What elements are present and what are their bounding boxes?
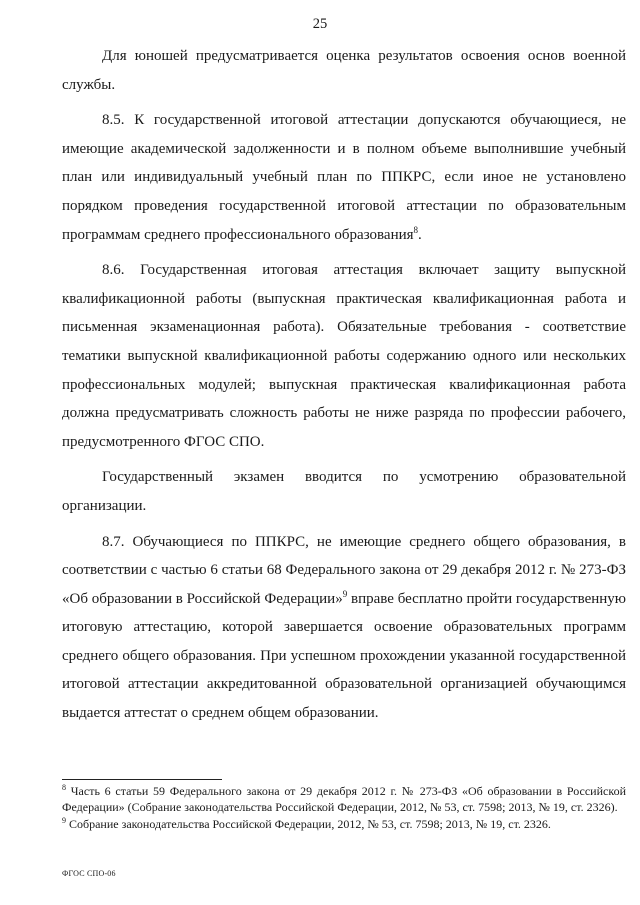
page-number: 25 xyxy=(312,16,328,32)
paragraph-8-6: 8.6. Государственная итоговая аттестация включает защиту выпускной квалификационной работы (выпускная практическая квалификационная работа и письменная экзаменационная работа). Обязательные требования - соответствие тематики выпускной квалификационной работы содержанию одного или нескольких профессиональных модулей; выпускная практическая квалификационная работа должна предусматривать сложность работы не ниже разряда по профессии рабочего, предусмотренного ФГОС СПО. xyxy=(62,262,626,450)
footnote-separator xyxy=(62,779,222,780)
footnotes xyxy=(62,783,626,832)
footnote-8: $^8$ Часть 6 статьи 59 Федерального закона от 29 декабря 2012 г. № 273-ФЗ «Об образовании в Российской Федерации» (Собрание законодательства Российской Федерации, 2012, № 53, ст. 7598; 2013, № 19, ст. 2326). xyxy=(62,783,626,815)
paragraph-military-service: Для юношей предусматривается оценка результатов освоения основ военной службы. xyxy=(62,48,626,93)
body-text xyxy=(62,42,626,728)
paragraph-8-7: 8.7. Обучающиеся по ППКРС, не имеющие среднего общего образования, в соответствии с частью 6 статьи 68 Федерального закона от 29 декабря 2012 г. № 273-ФЗ «Об образовании в Российской Федерации»$^9$ вправе бесплатно пройти государственную итоговую аттестацию, которой завершается освоение образовательных программ среднего общего образования. При успешном прохождении указанной государственной итоговой аттестации аккредитованной образовательной организацией обучающимся выдается аттестат о среднем общем образовании. xyxy=(62,533,626,722)
footnote-ref-9: 9 xyxy=(342,588,348,599)
footnote-9: $^9$ Собрание законодательства Российской Федерации, 2012, № 53, ст. 7598; 2013, № 19, ст. 2326. xyxy=(62,815,551,831)
paragraph-state-exam: Государственный экзамен вводится по усмотрению образовательной организации. xyxy=(62,469,626,514)
paragraph-8-5: 8.5. К государственной итоговой аттестации допускаются обучающиеся, не имеющие академической задолженности и в полном объеме выполнившие учебный план или индивидуальный учебный план по ППКРС, если иное не установлено порядком проведения государственной итоговой аттестации по образовательным программам среднего профессионального образования$^8$. xyxy=(62,112,626,243)
footnote-ref-8: 8 xyxy=(413,224,419,235)
document-code: ФГОС СПО-06 xyxy=(62,869,116,878)
